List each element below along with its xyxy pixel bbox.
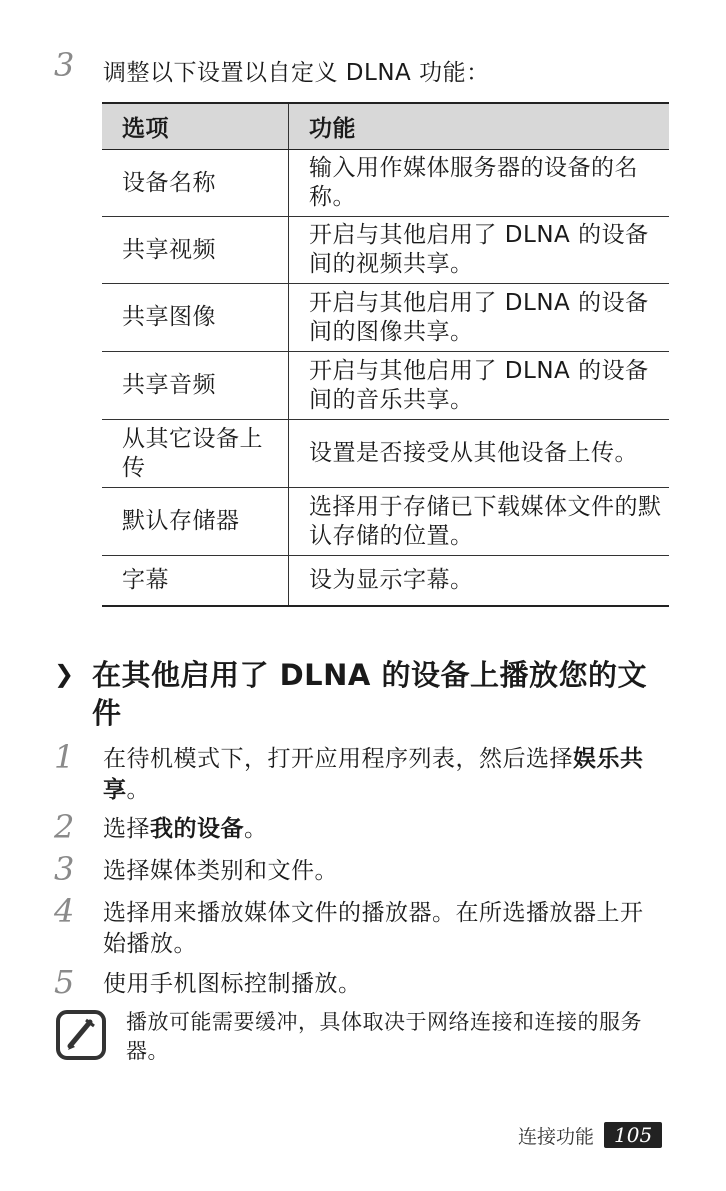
table-row bbox=[102, 217, 669, 284]
step-number: 5 bbox=[54, 963, 75, 1001]
option-cell: 从其它设备上传 bbox=[102, 420, 289, 488]
step-text bbox=[103, 744, 663, 806]
note-pencil-icon bbox=[56, 1010, 106, 1060]
option-cell: 字幕 bbox=[102, 556, 289, 606]
table-row bbox=[102, 150, 669, 217]
step-number: 3 bbox=[54, 46, 75, 84]
menu-path-label: 娱乐共享 bbox=[103, 746, 644, 803]
option-cell: 共享图像 bbox=[102, 284, 289, 352]
note-text: 播放可能需要缓冲，具体取决于网络连接和连接的服务器。 bbox=[126, 1010, 642, 1063]
header-function: 功能 bbox=[289, 103, 670, 150]
step-text-suffix: 。 bbox=[126, 777, 150, 803]
step-text: 选择用来播放媒体文件的播放器。在所选播放器上开始播放。 bbox=[103, 900, 644, 957]
step-text bbox=[103, 814, 663, 845]
step-text-plain: 在待机模式下，打开应用程序列表，然后选择 bbox=[103, 746, 573, 772]
table-row bbox=[102, 420, 669, 488]
function-cell: 开启与其他启用了 DLNA 的设备间的音乐共享。 bbox=[289, 352, 670, 420]
step-text: 使用手机图标控制播放。 bbox=[103, 971, 362, 997]
function-cell: 选择用于存储已下载媒体文件的默认存储的位置。 bbox=[289, 488, 670, 556]
step-text: 调整以下设置以自定义 DLNA 功能： bbox=[103, 60, 490, 86]
function-cell: 设置是否接受从其他设备上传。 bbox=[289, 420, 670, 488]
step-number: 4 bbox=[54, 892, 75, 930]
step-text-plain: 选择 bbox=[103, 816, 150, 842]
page-footer bbox=[518, 1120, 662, 1150]
function-cell: 设为显示字幕。 bbox=[289, 556, 670, 606]
step-number: 2 bbox=[54, 808, 75, 846]
table-header-row bbox=[102, 103, 669, 150]
option-cell: 默认存储器 bbox=[102, 488, 289, 556]
function-cell: 开启与其他启用了 DLNA 的设备间的视频共享。 bbox=[289, 217, 670, 284]
step-number: 3 bbox=[54, 850, 75, 888]
table-row bbox=[102, 352, 669, 420]
table-row bbox=[102, 488, 669, 556]
option-cell: 共享视频 bbox=[102, 217, 289, 284]
menu-path-label: 我的设备 bbox=[150, 816, 244, 842]
option-cell: 设备名称 bbox=[102, 150, 289, 217]
function-cell: 输入用作媒体服务器的设备的名称。 bbox=[289, 150, 670, 217]
step-text: 选择媒体类别和文件。 bbox=[103, 858, 338, 884]
settings-table bbox=[102, 102, 669, 607]
header-option: 选项 bbox=[102, 103, 289, 150]
step-text-suffix: 。 bbox=[244, 816, 268, 842]
section-arrow-icon: ❯ bbox=[54, 660, 75, 688]
option-cell: 共享音频 bbox=[102, 352, 289, 420]
step-number: 1 bbox=[54, 738, 75, 776]
table-row bbox=[102, 284, 669, 352]
page-number: 105 bbox=[604, 1122, 662, 1148]
function-cell: 开启与其他启用了 DLNA 的设备间的图像共享。 bbox=[289, 284, 670, 352]
section-title: 在其他启用了 DLNA 的设备上播放您的文件 bbox=[92, 658, 647, 730]
chapter-label: 连接功能 bbox=[518, 1125, 595, 1148]
table-row bbox=[102, 556, 669, 606]
